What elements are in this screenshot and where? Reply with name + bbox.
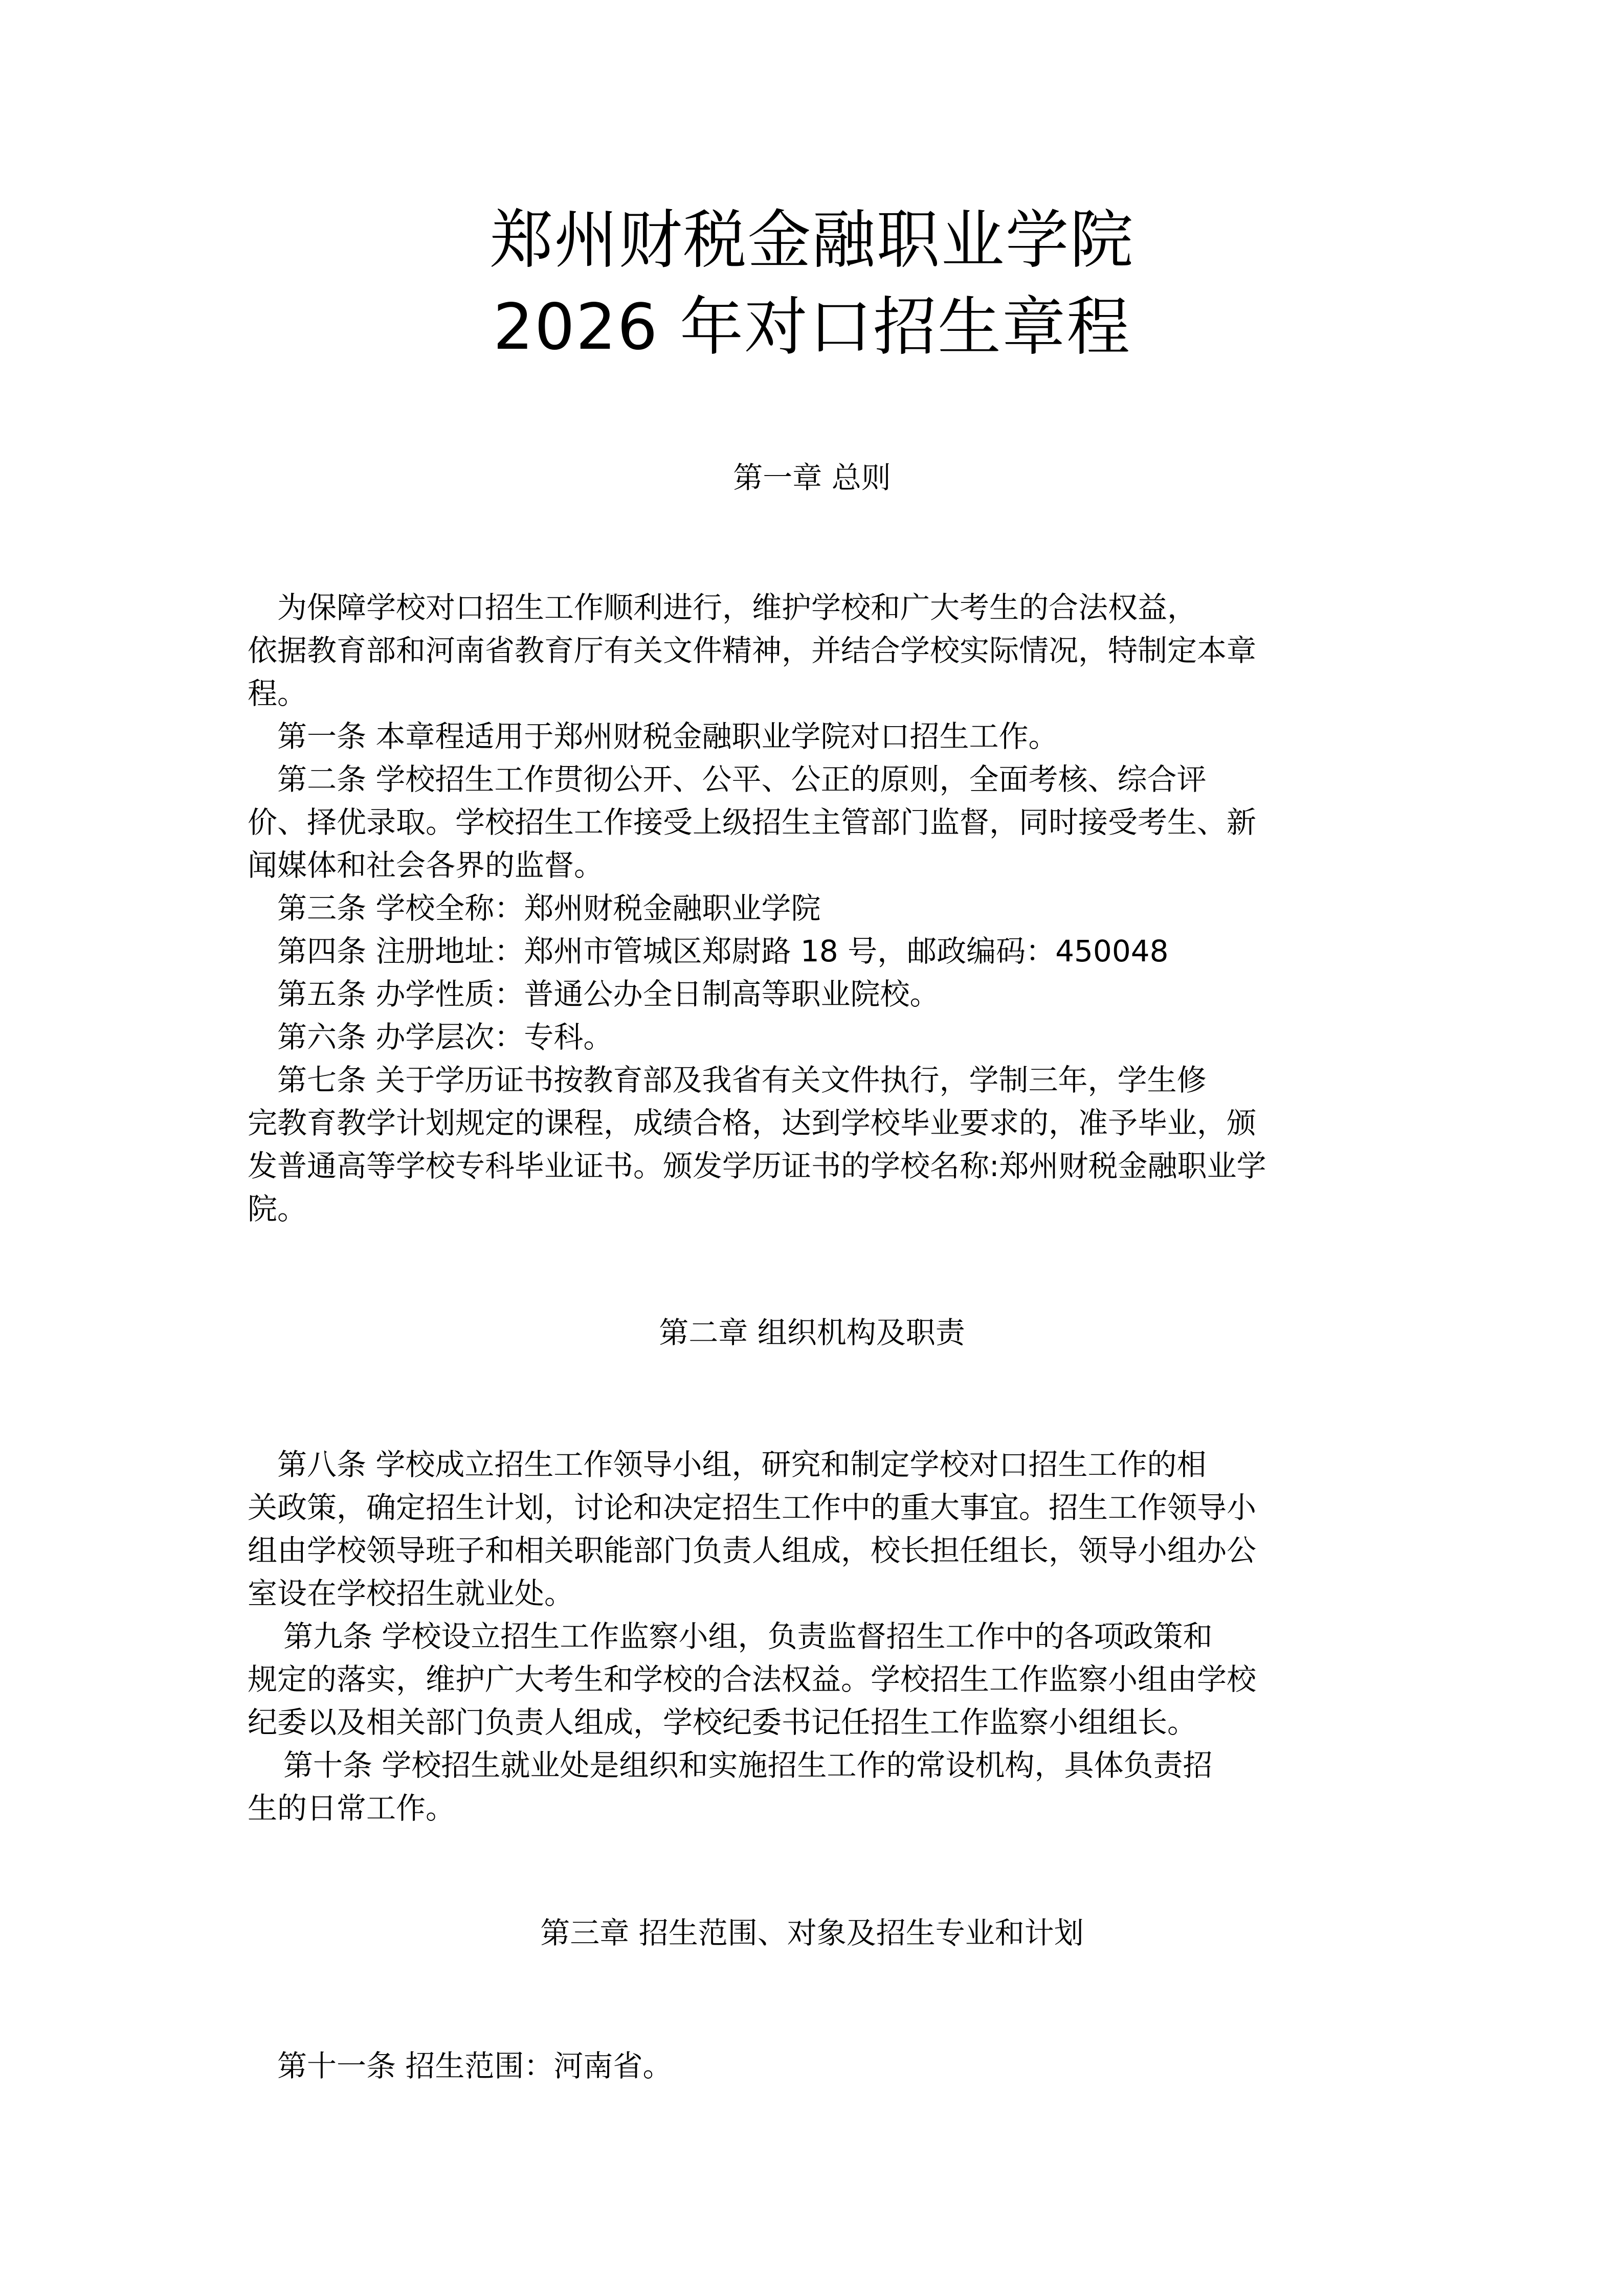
paragraph-line: 完教育教学计划规定的课程，成绩合格，达到学校毕业要求的，准予毕业，颁 xyxy=(248,1106,1257,1140)
article-1: 第一条 本章程适用于郑州财税金融职业学院对口招生工作。 xyxy=(277,719,1058,754)
paragraph-line: 价、择优录取。学校招生工作接受上级招生主管部门监督，同时接受考生、新 xyxy=(248,805,1257,840)
article-5: 第五条 办学性质：普通公办全日制高等职业院校。 xyxy=(277,977,940,1011)
document-title-line-1: 郑州财税金融职业学院 xyxy=(490,204,1134,277)
document-title-line-2: 2026 年对口招生章程 xyxy=(493,290,1131,364)
article-2: 第二条 学校招生工作贯彻公开、公平、公正的原则，全面考核、综合评 xyxy=(277,762,1207,797)
paragraph-line: 纪委以及相关部门负责人组成，学校纪委书记任招生工作监察小组组长。 xyxy=(248,1705,1197,1740)
article-8: 第八条 学校成立招生工作领导小组，研究和制定学校对口招生工作的相 xyxy=(277,1447,1207,1482)
chapter-3-heading: 第三章 招生范围、对象及招生专业和计划 xyxy=(540,1916,1084,1950)
article-3: 第三条 学校全称：郑州财税金融职业学院 xyxy=(277,891,821,926)
paragraph-line: 生的日常工作。 xyxy=(248,1791,456,1826)
article-6: 第六条 办学层次：专科。 xyxy=(277,1020,613,1054)
chapter-1-heading: 第一章 总则 xyxy=(733,460,891,495)
paragraph-line: 组由学校领导班子和相关职能部门负责人组成，校长担任组长，领导小组办公 xyxy=(248,1533,1257,1568)
paragraph-line: 闻媒体和社会各界的监督。 xyxy=(248,848,604,883)
paragraph-line: 发普通高等学校专科毕业证书。颁发学历证书的学校名称:郑州财税金融职业学 xyxy=(248,1149,1266,1183)
chapter-2-heading: 第二章 组织机构及职责 xyxy=(659,1315,965,1350)
article-11: 第十一条 招生范围：河南省。 xyxy=(277,2049,673,2083)
paragraph-line: 规定的落实，维护广大考生和学校的合法权益。学校招生工作监察小组由学校 xyxy=(248,1662,1257,1697)
paragraph-line: 依据教育部和河南省教育厅有关文件精神，并结合学校实际情况，特制定本章 xyxy=(248,633,1257,668)
article-10: 第十条 学校招生就业处是组织和实施招生工作的常设机构，具体负责招 xyxy=(283,1748,1213,1783)
article-7: 第七条 关于学历证书按教育部及我省有关文件执行，学制三年，学生修 xyxy=(277,1063,1207,1097)
article-9: 第九条 学校设立招生工作监察小组，负责监督招生工作中的各项政策和 xyxy=(283,1619,1213,1654)
paragraph-line: 关政策，确定招生计划，讨论和决定招生工作中的重大事宜。招生工作领导小 xyxy=(248,1490,1257,1525)
paragraph-line: 室设在学校招生就业处。 xyxy=(248,1576,574,1611)
paragraph-line: 程。 xyxy=(248,676,307,711)
paragraph-line: 院。 xyxy=(248,1191,307,1226)
article-4: 第四条 注册地址：郑州市管城区郑尉路 18 号，邮政编码：450048 xyxy=(277,934,1169,969)
paragraph-line: 为保障学校对口招生工作顺利进行，维护学校和广大考生的合法权益， xyxy=(277,590,1197,625)
